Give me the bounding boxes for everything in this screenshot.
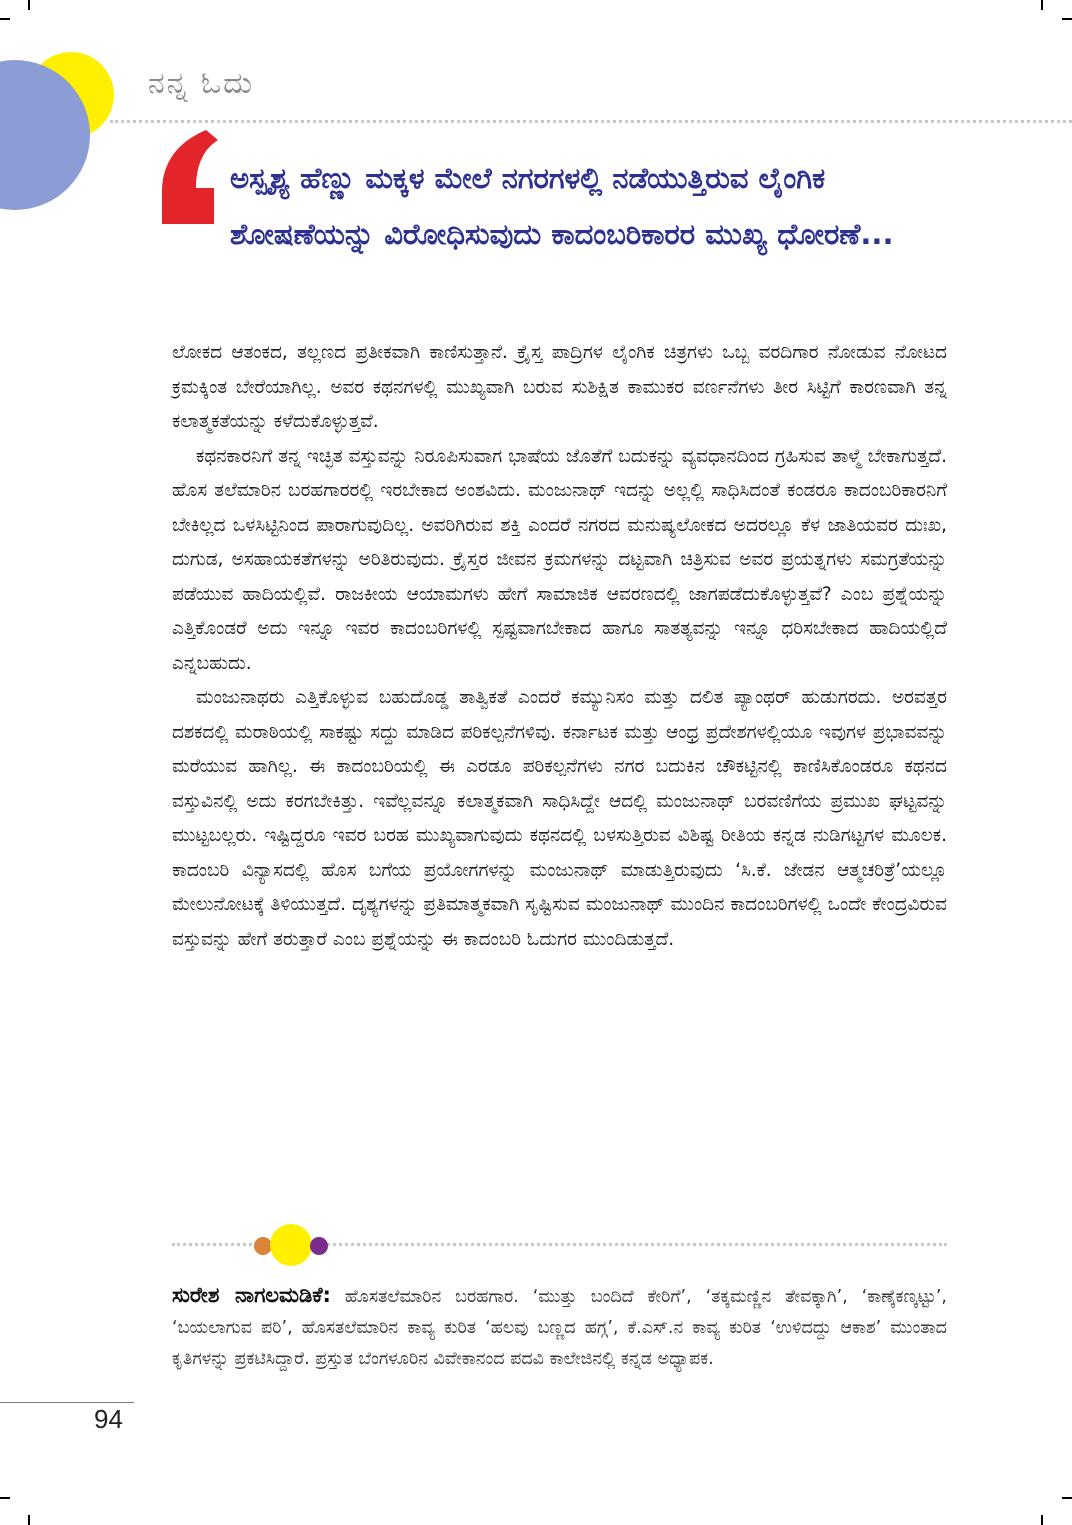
author-bio <box>172 1280 947 1375</box>
purple-dot <box>310 1237 328 1255</box>
crop-mark <box>0 1497 10 1499</box>
author-name: ಸುರೇಶ ನಾಗಲಮಡಿಕೆ: <box>172 1283 331 1307</box>
page-number: 94 <box>94 1404 123 1434</box>
yellow-dot <box>270 1224 312 1266</box>
body-paragraph: ಕಥನಕಾರನಿಗೆ ತನ್ನ ಇಚ್ಛಿತ ವಸ್ತುವನ್ನು ನಿರೂಪಿಸುವಾಗ ಭಾಷೆಯ ಜೊತೆಗೆ ಬದುಕನ್ನು ವ್ಯವಧಾನದಿಂದ ಗ್ರಹಿಸುವ ತಾಳ್ಮೆ ಬೇಕಾಗುತ್ತದೆ. ಹೊಸ ತಲೆಮಾರಿನ ಬರಹಗಾರರಲ್ಲಿ ಇರಬೇಕಾದ ಅಂಶವಿದು. ಮಂಜುನಾಥ್ ಇದನ್ನು ಅಲ್ಲಲ್ಲಿ ಸಾಧಿಸಿದಂತೆ ಕಂಡರೂ ಕಾದಂಬರಿಕಾರನಿಗೆ ಬೇಕಿಲ್ಲದ ಒಳಸಿಟ್ಟಿನಿಂದ ಪಾರಾಗುವುದಿಲ್ಲ. ಅವರಿಗಿರುವ ಶಕ್ತಿ ಎಂದರೆ ನಗರದ ಮನುಷ್ಯಲೋಕದ ಅದರಲ್ಲೂ ಕೆಳ ಜಾತಿಯವರ ದುಃಖ, ದುಗುಡ, ಅಸಹಾಯಕತೆಗಳನ್ನು ಅರಿತಿರುವುದು. ಕ್ರೈಸ್ತರ ಜೀವನ ಕ್ರಮಗಳನ್ನು ದಟ್ಟವಾಗಿ ಚಿತ್ರಿಸುವ ಅವರ ಪ್ರಯತ್ನಗಳು ಸಮಗ್ರತೆಯನ್ನು ಪಡೆಯುವ ಹಾದಿಯಲ್ಲಿವೆ. ರಾಜಕೀಯ ಆಯಾಮಗಳು ಹೇಗೆ ಸಾಮಾಜಿಕ ಆವರಣದಲ್ಲಿ ಜಾಗಪಡೆದುಕೊಳ್ಳುತ್ತವೆ? ಎಂಬ ಪ್ರಶ್ನೆಯನ್ನು ಎತ್ತಿಕೊಂಡರೆ ಅದು ಇನ್ನೂ ಇವರ ಕಾದಂಬರಿಗಳಲ್ಲಿ ಸ್ಪಷ್ಟವಾಗಬೇಕಾದ ಹಾಗೂ ಸಾತತ್ಯವನ್ನು ಇನ್ನೂ ಧರಿಸಬೇಕಾದ ಹಾದಿಯಲ್ಲಿದೆ ಎನ್ನಬಹುದು. <box>172 445 947 674</box>
crop-mark <box>1041 1515 1043 1525</box>
header-dotted-divider <box>110 120 1072 123</box>
section-title: ನನ್ನ ಓದು <box>148 66 255 101</box>
crop-mark <box>28 0 30 10</box>
crop-mark <box>1062 1497 1072 1499</box>
crop-mark <box>1041 0 1043 10</box>
pull-quote: ಅಸ್ಪೃಶ್ಯ ಹೆಣ್ಣು ಮಕ್ಕಳ ಮೇಲೆ ನಗರಗಳಲ್ಲಿ ನಡೆಯುತ್ತಿರುವ ಲೈಂಗಿಕ ಶೋಷಣೆಯನ್ನು ವಿರೋಧಿಸುವುದು ಕಾದಂಬರಿಕಾರರ ಮುಖ್ಯ ಧೋರಣೆ... <box>230 161 894 251</box>
crop-mark <box>1062 18 1072 20</box>
crop-mark <box>28 1515 30 1525</box>
body-paragraph: ಲೋಕದ ಆತಂಕದ, ತಲ್ಲಣದ ಪ್ರತೀಕವಾಗಿ ಕಾಣಿಸುತ್ತಾನೆ. ಕ್ರೈಸ್ತ ಪಾದ್ರಿಗಳ ಲೈಂಗಿಕ ಚಿತ್ರಗಳು ಒಬ್ಬ ವರದಿಗಾರ ನೋಡುವ ನೋಟದ ಕ್ರಮಕ್ಕಿಂತ ಬೇರೆಯಾಗಿಲ್ಲ. ಅವರ ಕಥನಗಳಲ್ಲಿ ಮುಖ್ಯವಾಗಿ ಬರುವ ಸುಶಿಕ್ಷಿತ ಕಾಮುಕರ ವರ್ಣನೆಗಳು ತೀರ ಸಿಟ್ಟಿಗೆ ಕಾರಣವಾಗಿ ತನ್ನ ಕಲಾತ್ಮಕತೆಯನ್ನು ಕಳೆದುಕೊಳ್ಳುತ್ತವೆ. <box>172 342 947 432</box>
body-paragraph: ಮಂಜುನಾಥರು ಎತ್ತಿಕೊಳ್ಳುವ ಬಹುದೊಡ್ಡ ತಾತ್ವಿಕತೆ ಎಂದರೆ ಕಮ್ಯುನಿಸಂ ಮತ್ತು ದಲಿತ ಪ್ಯಾಂಥರ್ ಹುಡುಗರದು. ಅರವತ್ತರ ದಶಕದಲ್ಲಿ ಮರಾಠಿಯಲ್ಲಿ ಸಾಕಷ್ಟು ಸದ್ದು ಮಾಡಿದ ಪರಿಕಲ್ಪನೆಗಳಿವು. ಕರ್ನಾಟಕ ಮತ್ತು ಆಂಧ್ರ ಪ್ರದೇಶಗಳಲ್ಲಿಯೂ ಇವುಗಳ ಪ್ರಭಾವವನ್ನು ಮರೆಯುವ ಹಾಗಿಲ್ಲ. ಈ ಕಾದಂಬರಿಯಲ್ಲಿ ಈ ಎರಡೂ ಪರಿಕಲ್ಪನೆಗಳು ನಗರ ಬದುಕಿನ ಚೌಕಟ್ಟಿನಲ್ಲಿ ಕಾಣಿಸಿಕೊಂಡರೂ ಕಥನದ ವಸ್ತುವಿನಲ್ಲಿ ಅದು ಕರಗಬೇಕಿತ್ತು. ಇವೆಲ್ಲವನ್ನೂ ಕಲಾತ್ಮಕವಾಗಿ ಸಾಧಿಸಿದ್ದೇ ಆದಲ್ಲಿ ಮಂಜುನಾಥ್ ಬರವಣಿಗೆಯ ಪ್ರಮುಖ ಘಟ್ಟವನ್ನು ಮುಟ್ಟಬಲ್ಲರು. ಇಷ್ಟಿದ್ದರೂ ಇವರ ಬರಹ ಮುಖ್ಯವಾಗುವುದು ಕಥನದಲ್ಲಿ ಬಳಸುತ್ತಿರುವ ವಿಶಿಷ್ಟ ರೀತಿಯ ಕನ್ನಡ ನುಡಿಗಟ್ಟಗಳ ಮೂಲಕ. ಕಾದಂಬರಿ ವಿನ್ಯಾಸದಲ್ಲಿ ಹೊಸ ಬಗೆಯ ಪ್ರಯೋಗಗಳನ್ನು ಮಂಜುನಾಥ್ ಮಾಡುತ್ತಿರುವುದು ‘ಸಿ.ಕೆ. ಜೇಡನ ಆತ್ಮಚರಿತ್ರೆ’ಯಲ್ಲೂ ಮೇಲುನೋಟಕ್ಕೆ ತಿಳಿಯುತ್ತದೆ. ದೃಶ್ಯಗಳನ್ನು ಪ್ರತಿಮಾತ್ಮಕವಾಗಿ ಸೃಷ್ಟಿಸುವ ಮಂಜುನಾಥ್ ಮುಂದಿನ ಕಾದಂಬರಿಗಳಲ್ಲಿ ಒಂದೇ ಕೇಂದ್ರವಿರುವ ವಸ್ತುವನ್ನು ಹೇಗೆ ತರುತ್ತಾರೆ ಎಂಬ ಪ್ರಶ್ನೆಯನ್ನು ಈ ಕಾದಂಬರಿ ಓದುಗರ ಮುಂದಿಡುತ್ತದೆ. <box>172 687 947 950</box>
opening-quote-icon <box>162 130 222 226</box>
article-body <box>172 336 947 957</box>
crop-mark <box>0 18 10 20</box>
section-divider <box>172 1220 947 1270</box>
page-number-rule <box>0 1402 134 1403</box>
author-bio-text: ಹೊಸತಲೆಮಾರಿನ ಬರಹಗಾರ. ‘ಮುತ್ತು ಬಂದಿದೆ ಕೇರಿಗೆ’, ‘ತಕ್ಕಮಣ್ಣಿನ ತೇವಕ್ಕಾಗಿ’, ‘ಕಾಣ್ಕೆಕಣ್ಕಟ್ಟು’, ‘ಬಯಲಾಗುವ ಪರಿ’, ಹೊಸತಲೆಮಾರಿನ ಕಾವ್ಯ ಕುರಿತ ‘ಹಲವು ಬಣ್ಣದ ಹಗ್ಗ’, ಕೆ.ಎಸ್.ನ ಕಾವ್ಯ ಕುರಿತ ‘ಉಳಿದದ್ದು ಆಕಾಶ’ ಮುಂತಾದ ಕೃತಿಗಳನ್ನು ಪ್ರಕಟಿಸಿದ್ದಾರೆ. ಪ್ರಸ್ತುತ ಬೆಂಗಳೂರಿನ ವಿವೇಕಾನಂದ ಪದವಿ ಕಾಲೇಜಿನಲ್ಲಿ ಕನ್ನಡ ಅಧ್ಯಾಪಕ. <box>172 1287 947 1369</box>
